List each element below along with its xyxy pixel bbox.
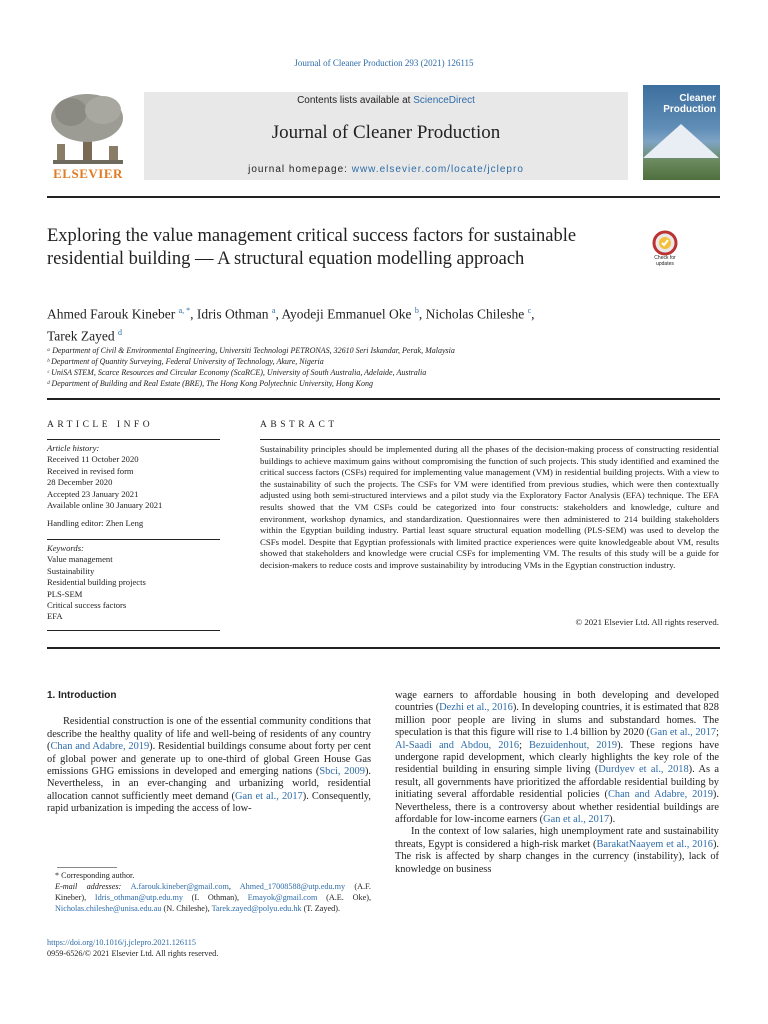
author-name[interactable]: Tarek Zayed — [47, 328, 115, 343]
body-column-right — [395, 690, 719, 876]
email-link[interactable]: Ahmed_17008588@utp.edu.my — [239, 882, 346, 891]
abstract-text: Sustainability principles should be implemented during all the phases of the decision-making process of constructing residential buildings to achieve maximum gains without compromising the function of such projects. This study identified and examined the critical success factors (CSFs) required for implementing value management (VM) in residential building projects. With a view to the sustainability of such the projects. The CSFs for VM were identified from previous studies, which were then contextually adjusted using both semi-structured interviews and a pilot study via the Exploratory Factor Analysis (EFA) technique. The EFA results showed that the VM CSFs could be categorized into four constructs: stakeholders and knowledge, culture and environment, workshop dynamics, and standardization. Questionnaires were then administered to 214 building stakeholders within the Egyptian building industry. Partial least square structural equation modelling (PLS-SEM) was used to develop the CSFs model. Despite that Egyptian professionals with limited practice experiences were quite knowledgeable about VM, results showed that stakeholders and knowledge were crucial CSFs for implementing VM. The results of this study will be a guide for decision-makers to reduce costs and improve sustainability by introducing VMs in the Egyptian construction industry. — [260, 444, 719, 570]
body-text: , — [228, 882, 240, 891]
body-paragraph — [395, 826, 719, 876]
cover-title — [663, 93, 716, 115]
divider — [47, 647, 720, 649]
history-item: 28 December 2020 — [47, 477, 113, 488]
history-item: Received in revised form — [47, 465, 134, 476]
citation-link[interactable]: Sbci, 2009 — [319, 766, 365, 778]
body-text: (A.F. Kineber), — [55, 882, 371, 902]
keyword: Sustainability — [47, 565, 95, 576]
body-text: (I. Othman), — [182, 893, 248, 902]
author-name[interactable]: Ahmed Farouk Kineber — [47, 306, 176, 322]
body-text: ). Nevertheless, in an ever-changing and urbanizing world, residential allocation cannot sufficiently meet demand ( — [47, 766, 371, 802]
cover-mountain-shape — [643, 124, 719, 158]
keywords — [47, 543, 220, 623]
check-for-updates-icon[interactable] — [646, 230, 684, 268]
citation-link[interactable]: Chan and Adabre, 2019 — [50, 741, 150, 753]
email-addresses — [47, 881, 371, 914]
handling-editor: Handling editor: Zhen Leng — [47, 518, 144, 529]
body-text: ). — [609, 814, 616, 826]
keyword: Value management — [47, 554, 113, 565]
doi-block — [47, 937, 371, 959]
journal-cover-image — [643, 85, 720, 180]
email-link[interactable]: Idris_othman@utp.edu.my — [94, 893, 183, 902]
cover-title-line2: Production — [663, 104, 716, 115]
journal-homepage — [144, 164, 628, 175]
history-item: Accepted 23 January 2021 — [47, 488, 139, 499]
sciencedirect-link[interactable]: ScienceDirect — [413, 95, 475, 106]
footnote-divider — [57, 867, 117, 868]
body-column-left — [47, 690, 371, 816]
contents-availability — [144, 95, 628, 106]
cover-title-line1: Cleaner — [679, 93, 716, 104]
keyword: Residential building projects — [47, 577, 146, 588]
citation-link[interactable]: Gan et al., 2017 — [649, 727, 717, 739]
article-history — [47, 443, 220, 530]
citation-link[interactable]: Gan et al., 2017 — [235, 790, 303, 802]
body-text: ). As a result, all governments have prioritized the affordable residential building by initiating several affordable residential policies ( — [395, 764, 719, 801]
body-text: wage earners to affordable housing in both developing and developed countries ( — [395, 690, 719, 714]
abstract-copyright: © 2021 Elsevier Ltd. All rights reserved. — [575, 617, 719, 627]
body-paragraph — [395, 690, 719, 826]
citation-link[interactable]: Gan et al., 2017 — [543, 814, 610, 826]
body-text: (A.E. Oke), — [317, 893, 371, 902]
contents-prefix: Contents lists available at — [297, 95, 414, 106]
citation-link[interactable]: Durdyev et al., 2018 — [598, 764, 689, 776]
author-name[interactable]: Ayodeji Emmanuel Oke — [281, 306, 412, 322]
journal-banner — [144, 92, 628, 180]
citation-link[interactable]: Chan and Adabre, 2019 — [607, 789, 713, 801]
homepage-prefix: journal homepage: — [248, 164, 352, 175]
author-name[interactable]: Idris Othman — [196, 306, 269, 322]
body-text: ). Residential buildings consume about forty per cent of global power and generate up to one-third of global Green House Gas emissions GHG emissions in developed and emerging nations ( — [47, 741, 371, 778]
email-link[interactable]: A.farouk.kineber@gmail.com — [130, 882, 229, 891]
affiliations — [47, 345, 647, 389]
homepage-link[interactable]: www.elsevier.com/locate/jclepro — [351, 164, 524, 175]
body-text: (N. Chileshe), — [161, 904, 212, 913]
author-affil-mark[interactable]: a, * — [178, 306, 191, 315]
email-link[interactable]: Emayok@gmail.com — [247, 893, 318, 902]
body-text: ). Nevertheless, there is a controversy about whether residential buildings are affordable for low-income earners ( — [395, 789, 719, 826]
issn-copyright: 0959-6526/© 2021 Elsevier Ltd. All rights reserved. — [47, 949, 219, 958]
citation-link[interactable]: Al-Saadi and Abdou, 2016 — [395, 739, 520, 751]
abstract-heading: ABSTRACT — [260, 420, 338, 430]
check-for-updates-label: Check for updates — [654, 255, 676, 267]
author-list: Ahmed Farouk Kineber $^{a, *}$, Idris Othman $^a$, Ayodeji Emmanuel Oke $^b$, Nicholas Chileshe $^c$, Tarek Zayed $^d$ — [47, 306, 535, 343]
body-text: Residential construction is one of the essential community conditions that describe the healthy quality of life and well-being of residents of any country ( — [47, 716, 371, 753]
divider — [260, 439, 720, 440]
divider — [47, 439, 220, 440]
keyword: EFA — [47, 611, 63, 622]
divider — [47, 398, 720, 400]
history-label: Article history: — [47, 443, 100, 453]
journal-title: Journal of Cleaner Production — [271, 122, 501, 143]
elsevier-wordmark: ELSEVIER — [53, 166, 123, 181]
corresponding-footnote — [47, 870, 371, 914]
corresponding-author: * Corresponding author. — [55, 871, 135, 880]
article-info-heading: ARTICLE INFO — [47, 420, 154, 430]
affiliation: ᶜ UniSA STEM, Scarce Resources and Circular Economy (ScaRCE), University of South Australia, Adelaide, Australia — [47, 368, 427, 377]
doi-link[interactable]: https://doi.org/10.1016/j.jclepro.2021.126115 — [47, 938, 196, 947]
body-text: ). The risk is affected by sharp changes in the currency (instability), lack of knowledge on business — [395, 838, 719, 875]
keywords-label: Keywords: — [47, 543, 84, 553]
body-text: ). These regions have undergone rapid development, which clearly highlights the key role of the residential building in ensuring simple living ( — [395, 739, 719, 776]
article-title: Exploring the value management critical success factors for sustainable residential building — A structural equation modelling approach — [47, 226, 577, 269]
email-label: E-mail addresses: — [55, 882, 131, 891]
body-text: ). In developing countries, it is estimated that 828 million poor people are living in slums and substandard homes. The speculation is that this figure will rise to 1.4 billion by 2020 ( — [395, 702, 719, 739]
author-affil-mark[interactable]: d — [118, 327, 123, 337]
divider — [47, 539, 220, 540]
body-text: (T. Zayed). — [301, 904, 341, 913]
citation-link[interactable]: Bezuidenhout, 2019 — [528, 739, 618, 751]
citation-link[interactable]: Dezhi et al., 2016 — [439, 702, 513, 714]
author-name[interactable]: Nicholas Chileshe — [425, 306, 525, 322]
divider — [47, 630, 220, 631]
section-heading: 1. Introduction — [47, 690, 117, 701]
author-affil-mark[interactable]: b — [414, 306, 419, 315]
email-link[interactable]: Nicholas.chileshe@unisa.edu.au — [55, 904, 162, 913]
affiliation: ᵃ Department of Civil & Environmental Engineering, Universiti Technologi PETRONAS, 32610 Seri Iskandar, Perak, Malaysia — [47, 346, 455, 355]
journal-reference[interactable]: Journal of Cleaner Production 293 (2021) 126115 — [294, 58, 474, 68]
affiliation: ᵈ Department of Building and Real Estate (BRE), The Hong Kong Polytechnic University, Hong Kong — [47, 379, 373, 388]
body-text: In the context of low salaries, high unemployment rate and sustainability threats, Egypt is considered a high-risk market ( — [395, 826, 719, 850]
body-text: ; — [519, 739, 529, 751]
divider — [47, 196, 720, 198]
body-text: ; — [716, 727, 719, 739]
body-paragraph — [47, 716, 371, 815]
history-item: Received 11 October 2020 — [47, 454, 139, 465]
body-text: ). Consequently, rapid urbanization is impeding the access of low- — [47, 790, 371, 815]
author-affil-mark[interactable]: c — [527, 306, 532, 315]
author-affil-mark[interactable]: a — [271, 306, 276, 315]
history-item: Available online 30 January 2021 — [47, 500, 163, 511]
affiliation: ᵇ Department of Quantity Surveying, Federal University of Technology, Akure, Nigeria — [47, 357, 324, 366]
email-link[interactable]: Tarek.zayed@polyu.edu.hk — [211, 904, 302, 913]
keyword: PLS-SEM — [47, 588, 83, 599]
citation-link[interactable]: BarakatNaayem et al., 2016 — [596, 838, 713, 850]
keyword: Critical success factors — [47, 600, 127, 611]
